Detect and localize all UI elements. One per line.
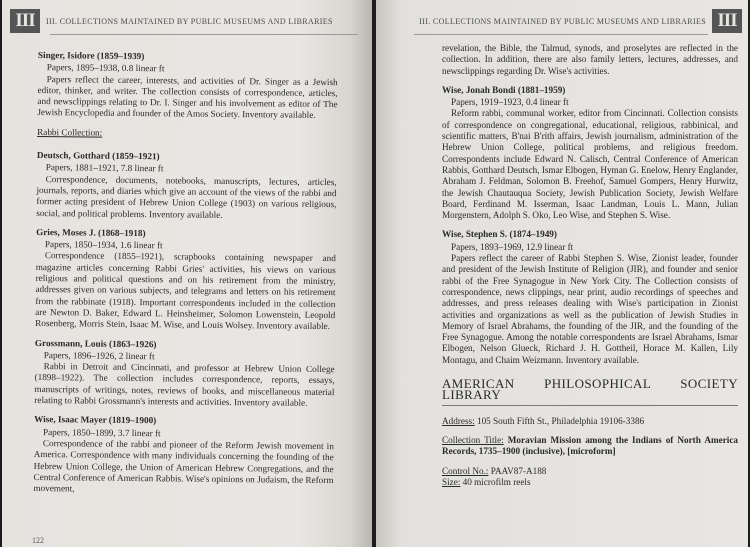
running-title: III. COLLECTIONS MAINTAINED BY PUBLIC MUSEUMS AND LIBRARIES: [46, 16, 333, 26]
entry-papers: Papers, 1881–1921, 7.8 linear ft: [45, 162, 164, 174]
collection-title-value: Moravian Mission among the Indians of North America Records, 1735–1900 (inclusive), [microform]: [442, 434, 739, 457]
collection-entry: [37, 50, 338, 122]
entry-name: Wise, Stephen S. (1874–1949): [442, 229, 557, 240]
entry-description: Papers reflect the career, interests, and activities of Dr. Singer as a Jewish editor, thinker, and writer. The collection consists of correspondence, articles, and newsclippings relating to Dr. I. Singer and his involvement as editor of The Jewish Encyclopedia and founder of the Amos Society. Inventory available.: [37, 73, 338, 121]
collection-entry: [442, 85, 738, 222]
collection-entry: [35, 227, 336, 333]
section-numeral-badge: III: [10, 9, 40, 33]
rabbi-collection-subheading: Rabbi Collection:: [37, 126, 103, 138]
size-field: [442, 477, 738, 488]
left-column: [33, 50, 338, 506]
control-number-label: Control No.:: [442, 465, 489, 476]
section-numeral-badge: III: [712, 9, 742, 33]
header-rule: [50, 34, 358, 35]
entry-papers: Papers, 1895–1938, 0.8 linear ft: [46, 62, 165, 74]
entry-name: Wise, Jonah Bondi (1881–1959): [442, 84, 566, 95]
address-label: Address:: [442, 415, 475, 426]
entry-description: Correspondence (1855–1921), scrapbooks containing newspaper and magazine articles concerning Rabbi Gries' activities, his views on various religious and political questions and on his retirement from the ministry, addresses given on various subjects, and telegrams and letters on his retirement from the rabbinate (1918). Important correspondents included in the collection are Newton D. Baker, Edward L. Heinsheimer, Solomon Lowenstein, Leopold Rosenberg, Morris Stein, Isaac M. Wise, and Louis Wolsey. Inventory available.: [35, 250, 336, 332]
entry-description: Correspondence, documents, notebooks, manuscripts, lectures, articles, journals, reports, and diaries which give an account of the views of the rabbi and former acting president of Hebrew Union College (1903) on various religious, social, and political problems. Inventory available.: [36, 173, 337, 220]
control-number-field: [442, 466, 738, 477]
header-rule: [414, 34, 708, 35]
collection-title-field: [442, 435, 738, 458]
entry-name: Gries, Moses J. (1868–1918): [36, 226, 146, 238]
entry-papers: Papers, 1850–1899, 3.7 linear ft: [42, 426, 161, 438]
running-title: III. COLLECTIONS MAINTAINED BY PUBLIC MUSEUMS AND LIBRARIES: [419, 16, 706, 26]
entry-papers: Papers, 1896–1926, 2 linear ft: [43, 349, 155, 362]
right-page: [376, 0, 748, 547]
left-page: [2, 0, 372, 547]
control-number-value: PAAV87-A188: [490, 465, 547, 476]
collection-entry: [33, 414, 334, 497]
entry-papers: Papers, 1850–1934, 1.6 linear ft: [44, 239, 163, 251]
entry-description: Reform rabbi, communal worker, editor from Cincinnati. Collection consists of correspondence on congregational, educational, religious, rabbinical, and scientific matters, B'nai B'rith affairs, Jewish journalism, administration of the Hebrew Union College, political problems, and religious freedom. Correspondents include Edward N. Calisch, Central Conference of American Rabbis, Gotthard Deutsch, Ismar Elbogen, Hyman G. Enelow, Henry Englander, Abraham J. Feldman, Solomon B. Freehof, Samuel Gompers, Henry Hurwitz, the Jewish Chautauqua Society, Jewish Publication Society, Jewish Welfare Board, Ferdinand M. Isserman, Isaac Landman, Louis L. Mann, Julian Morgenstern, Adolph S. Oko, Leo Wise, and Stephen S. Wise.: [442, 108, 738, 221]
address-field: [442, 416, 738, 427]
collection-entry: [34, 338, 335, 410]
entry-description: Correspondence of the rabbi and pioneer of the Reform Jewish movement in America. Correspondence with many individuals concerning the founding of the Hebrew Union College, the Union of American Hebrew Congregations, and the Central Conference of American Rabbis. Wise's opinions on Judaism, the Reform movement,: [33, 437, 334, 494]
entry-name: Grossmann, Louis (1863–1926): [34, 337, 157, 349]
library-title: AMERICAN PHILOSOPHICAL SOCIETY LIBRARY: [442, 378, 738, 406]
page-number: 122: [32, 536, 44, 545]
entry-description: Rabbi in Detroit and Cincinnati, and professor at Hebrew Union College (1898–1922). The collection includes correspondence, reports, essays, manuscripts of writings, notes, reviews of books, and miscellaneous material relating to Rabbi Grossmann's interests and activities. Inventory available.: [34, 361, 335, 408]
entry-description: Papers reflect the career of Rabbi Stephen S. Wise, Zionist leader, founder and president of the Jewish Institute of Religion (JIR), and founder and senior rabbi of the Free Synagogue in New York City. The Collection consists of correspondence, news clippings, near print, audio recordings of speeches and addresses, and press releases dealing with Wise's participation in Zionist activities and organizations as well as the publication of Jewish Studies in Memory of Israel Abrahams, the founding of the JIR, and the founding of the Free Synagogue. Among the notable correspondents are Israel Abrahams, Ismar Elbogen, Nelson Glueck, Richard J. H. Gottheil, Horace M. Kallen, Lily Montagu, and Chaim Weizmann. Inventory available.: [442, 253, 738, 365]
entry-papers: Papers, 1919–1923, 0.4 linear ft: [451, 97, 569, 108]
entry-name: Wise, Isaac Mayer (1819–1900): [34, 414, 157, 426]
size-label: Size:: [442, 476, 461, 487]
continuation-text: revelation, the Bible, the Talmud, synods, and proselytes are reflected in the collection. In addition, there are also family letters, lectures, addresses, and newsclippings regarding Dr. Wise's activities.: [442, 43, 738, 76]
collection-entry: [442, 229, 738, 366]
left-running-header: [10, 11, 333, 31]
entry-name: Deutsch, Gotthard (1859–1921): [36, 150, 160, 162]
entry-papers: Papers, 1893–1969, 12.9 linear ft: [451, 241, 574, 252]
entry-name: Singer, Isidore (1859–1939): [37, 50, 145, 62]
address-value: 105 South Fifth St., Philadelphia 19106-3386: [476, 415, 645, 426]
right-column: [442, 43, 738, 488]
collection-title-label: Collection Title:: [442, 434, 504, 445]
collection-entry: [36, 150, 337, 222]
size-value: 40 microfilm reels: [462, 476, 531, 487]
right-running-header: [419, 11, 742, 31]
